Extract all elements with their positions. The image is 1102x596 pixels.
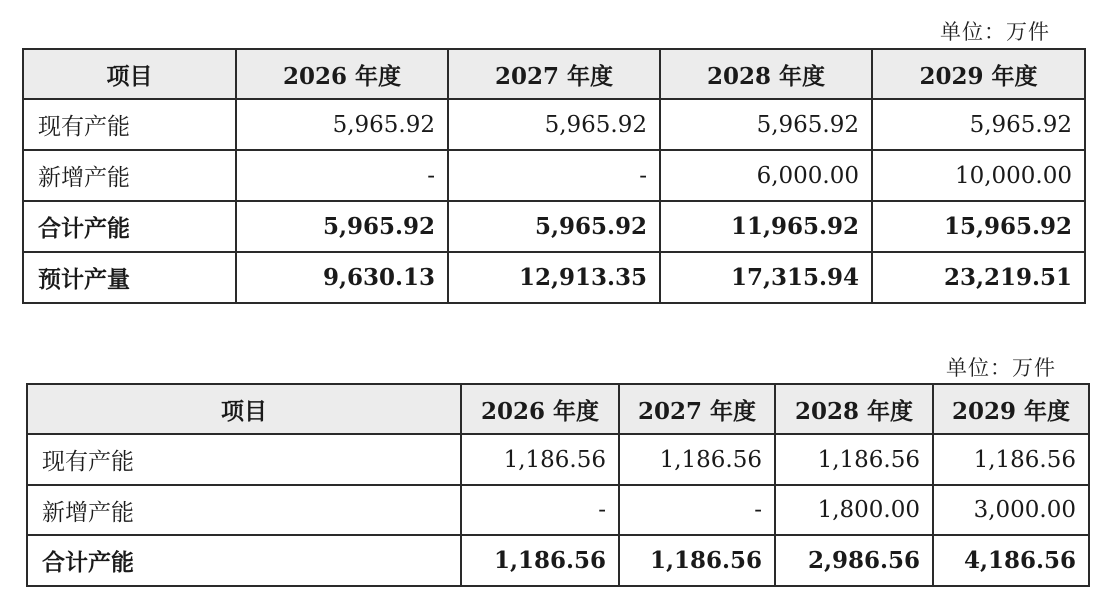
table-row — [27, 485, 1089, 535]
table-row — [23, 99, 1085, 150]
row-label: 现有产能 — [27, 434, 461, 485]
cell-value: 15,965.92 — [872, 201, 1085, 252]
cell-value: 4,186.56 — [933, 535, 1089, 586]
row-label: 新增产能 — [23, 150, 236, 201]
row-label: 现有产能 — [23, 99, 236, 150]
cell-value: 5,965.92 — [448, 201, 660, 252]
cell-value: 2,986.56 — [775, 535, 933, 586]
unit-label-2: 单位：万件 — [946, 356, 1056, 380]
cell-value: 1,186.56 — [775, 434, 933, 485]
header-2029: 2029 年度 — [872, 49, 1085, 99]
row-label: 新增产能 — [27, 485, 461, 535]
table-row — [23, 150, 1085, 201]
row-label: 合计产能 — [27, 535, 461, 586]
cell-value: 17,315.94 — [660, 252, 872, 303]
header-row — [23, 49, 1085, 99]
header-2026: 2026 年度 — [236, 49, 448, 99]
cell-value: 5,965.92 — [236, 99, 448, 150]
cell-value: 11,965.92 — [660, 201, 872, 252]
table-row — [23, 252, 1085, 303]
cell-value: - — [461, 485, 619, 535]
header-2027: 2027 年度 — [619, 384, 775, 434]
unit-label-1: 单位：万件 — [940, 20, 1050, 44]
table-row — [27, 535, 1089, 586]
cell-value: 10,000.00 — [872, 150, 1085, 201]
capacity-table-1 — [22, 48, 1086, 304]
cell-value: 23,219.51 — [872, 252, 1085, 303]
header-2029: 2029 年度 — [933, 384, 1089, 434]
cell-value: 5,965.92 — [448, 99, 660, 150]
row-label: 预计产量 — [23, 252, 236, 303]
row-label: 合计产能 — [23, 201, 236, 252]
cell-value: 1,186.56 — [619, 434, 775, 485]
header-item: 项目 — [27, 384, 461, 434]
cell-value: 1,186.56 — [461, 535, 619, 586]
cell-value: 1,186.56 — [933, 434, 1089, 485]
header-2027: 2027 年度 — [448, 49, 660, 99]
cell-value: - — [236, 150, 448, 201]
cell-value: 5,965.92 — [660, 99, 872, 150]
cell-value: 3,000.00 — [933, 485, 1089, 535]
cell-value: - — [619, 485, 775, 535]
cell-value: 1,186.56 — [461, 434, 619, 485]
header-item: 项目 — [23, 49, 236, 99]
header-2026: 2026 年度 — [461, 384, 619, 434]
cell-value: 5,965.92 — [236, 201, 448, 252]
header-row — [27, 384, 1089, 434]
table-row — [23, 201, 1085, 252]
cell-value: - — [448, 150, 660, 201]
table-row — [27, 434, 1089, 485]
cell-value: 6,000.00 — [660, 150, 872, 201]
header-2028: 2028 年度 — [660, 49, 872, 99]
cell-value: 1,186.56 — [619, 535, 775, 586]
cell-value: 1,800.00 — [775, 485, 933, 535]
cell-value: 5,965.92 — [872, 99, 1085, 150]
header-2028: 2028 年度 — [775, 384, 933, 434]
capacity-table-2 — [26, 383, 1090, 587]
cell-value: 9,630.13 — [236, 252, 448, 303]
cell-value: 12,913.35 — [448, 252, 660, 303]
